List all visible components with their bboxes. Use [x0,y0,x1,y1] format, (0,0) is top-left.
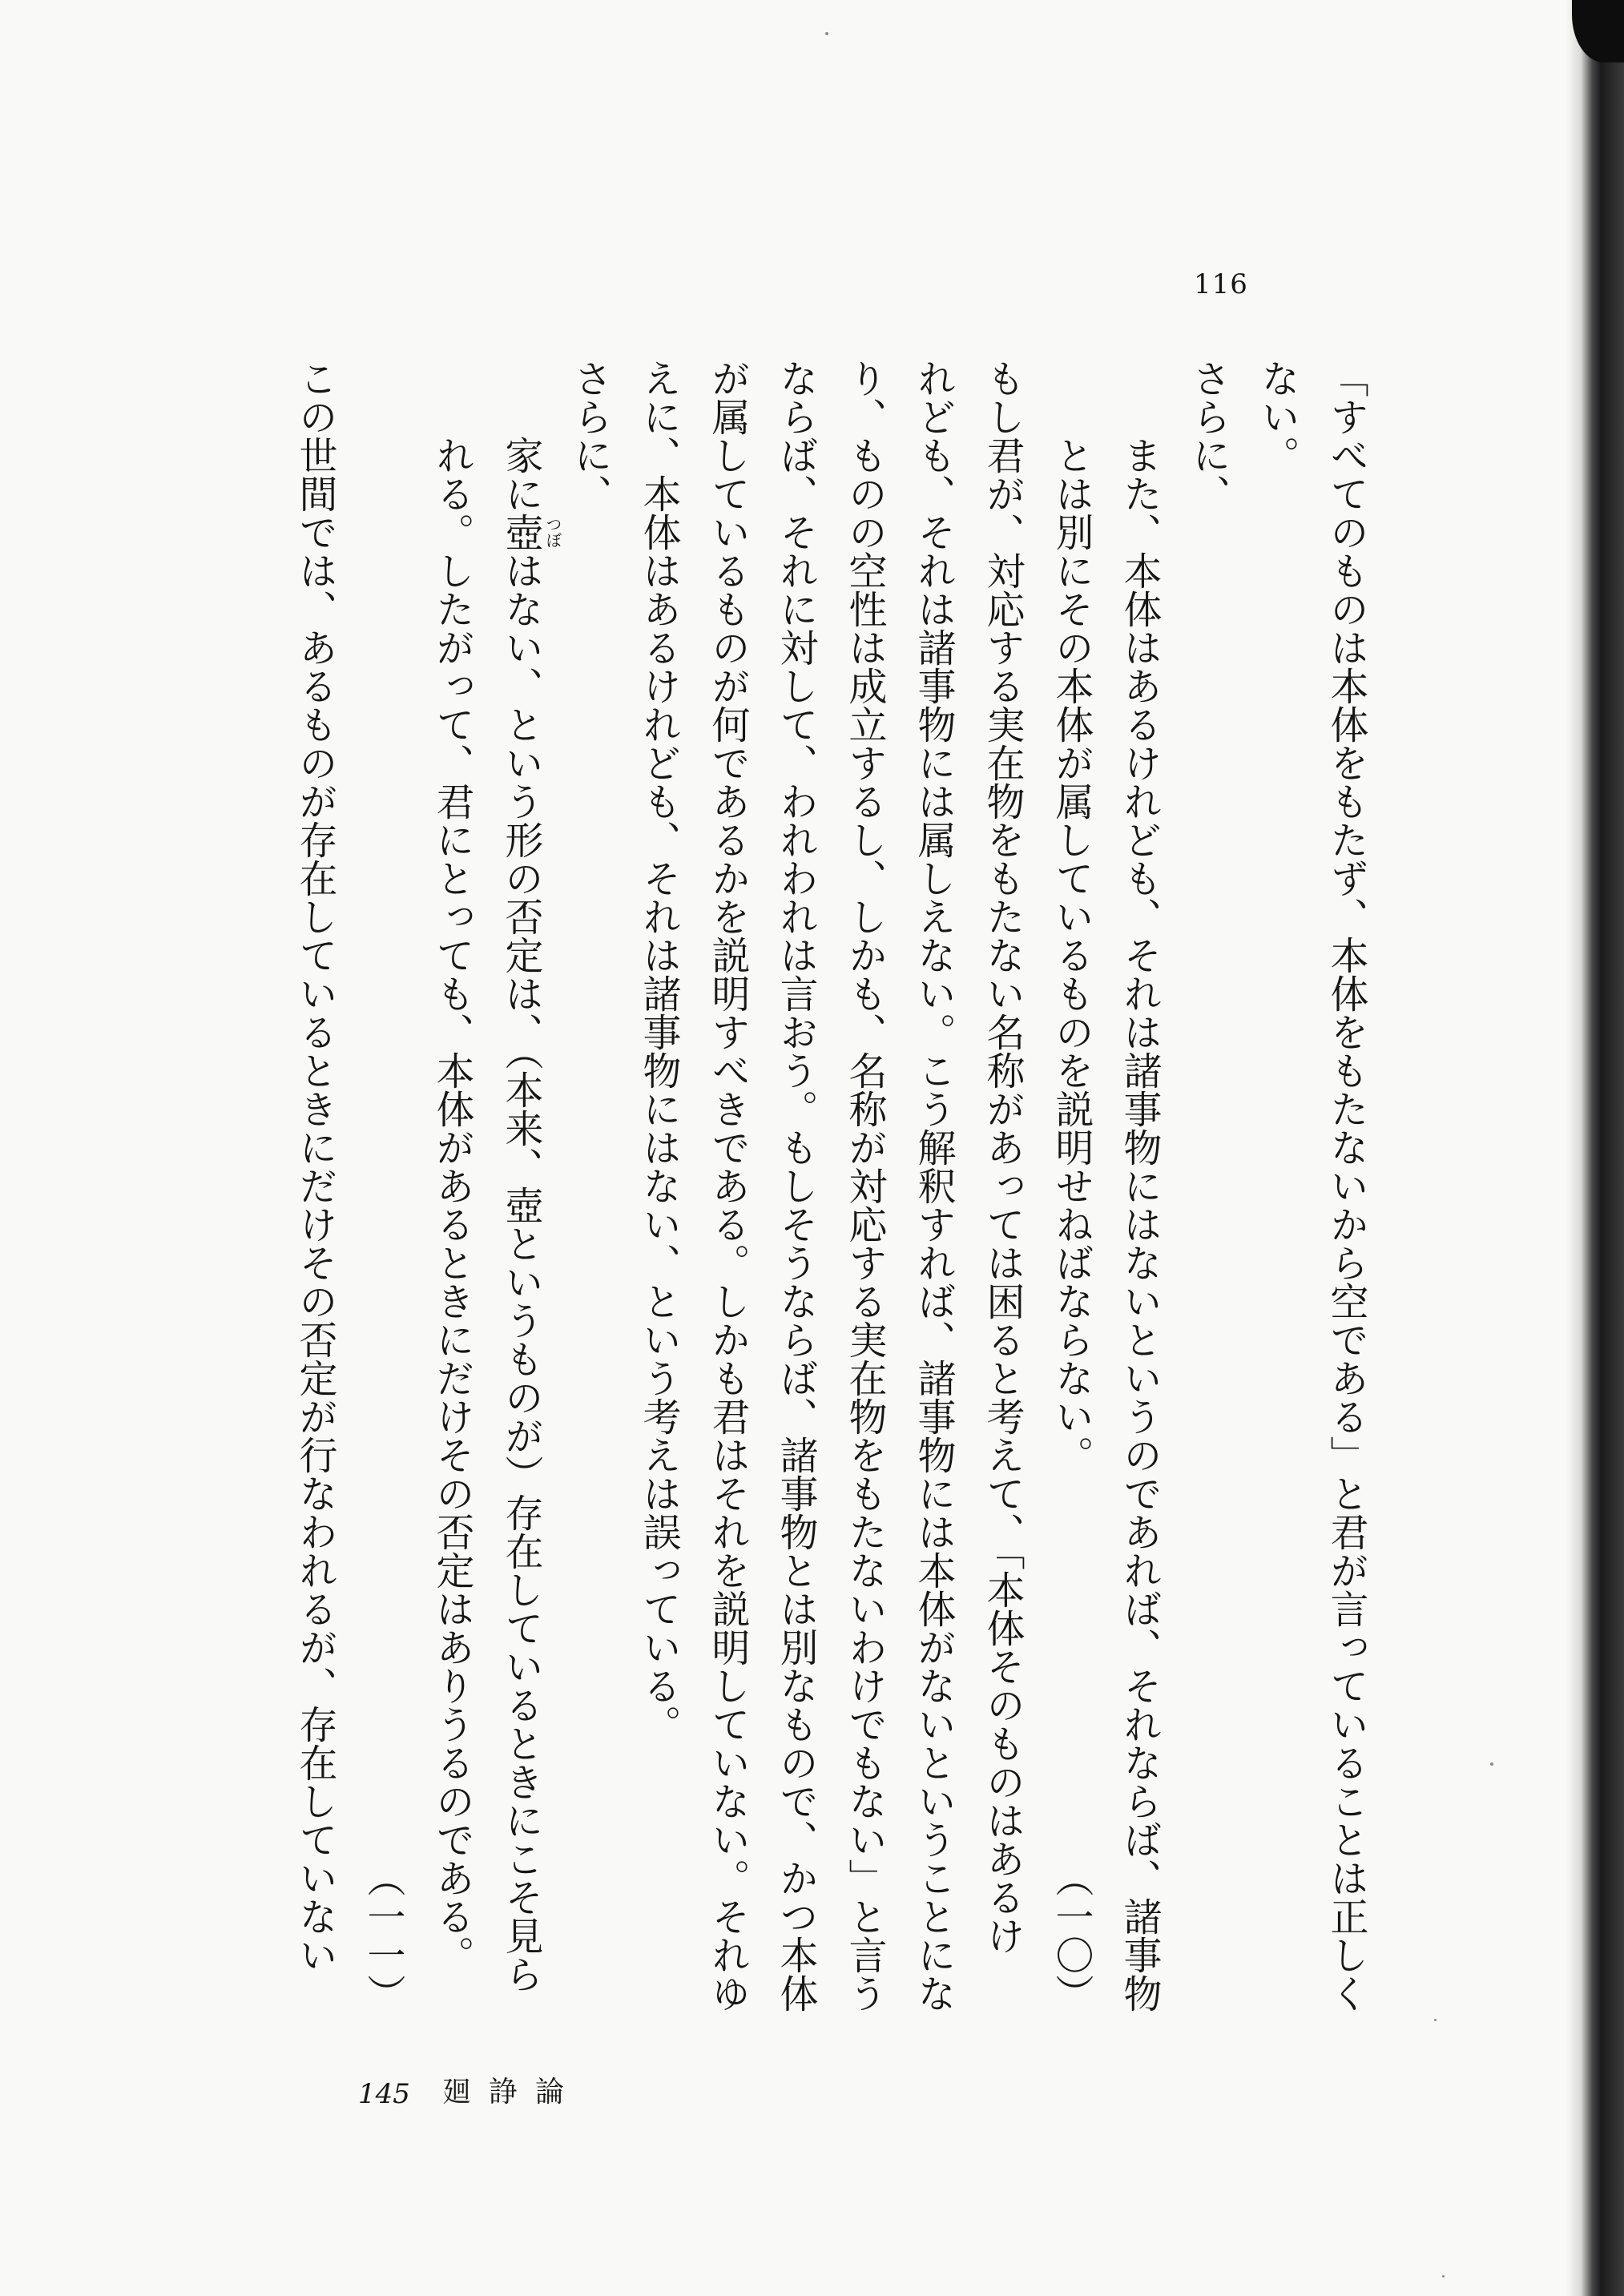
ruby-base-char: 壺 [498,513,543,551]
text-column-6: もし君が、対応する実在物をもたない名称があっては困ると考えて、「本体そのものはあるけ [980,359,1025,1955]
verse-number-11: （一一） [361,1859,405,2012]
ruby-base [498,513,562,551]
text-column-8: り、ものの空性は成立するし、しかも、名称が対応する実在物をもたないわけでもない」と言う [842,359,887,2012]
scan-speck [825,32,828,35]
text-column-9: ならば、それに対して、われわれは言おう。もしそうならば、諸事物とは別なもので、かつ本体 [773,359,818,2012]
text-column-7: れども、それは諸事物には属しえない。こう解釈すれば、諸事物には本体がないということにな [911,359,956,2012]
scan-speck [1442,2275,1445,2278]
scan-speck [1434,2019,1437,2021]
verse-text-after-ruby: はない、という形の否定は、（本来、壺というものが）存在しているときにこそ見ら [498,551,543,1993]
ruby-annotation: つぼ [543,516,562,548]
text-column-16: この世間では、あるものが存在しているときにだけその否定が行なわれるが、存在していない [292,359,337,1974]
text-column-10: が属しているものが何であるかを説明すべきである。しかも君はそれを説明していない。それゆ [705,359,750,2012]
scan-binding-shadow [1566,0,1624,2296]
verse-column-4: れる。したがって、君にとっても、本体があるときにだけその否定はありうるのである。 [429,436,474,1974]
text-column-3: さらに、 [1186,359,1231,513]
text-column-2: ない。 [1255,359,1300,474]
verse-column-3 [497,436,562,1993]
verse-number-10: （一〇） [1049,1859,1094,2012]
page-number: 116 [1194,268,1248,300]
scan-speck [1490,1762,1493,1766]
text-column-1: 「すべてのものは本体をもたず、本体をもたないから空である」と君が言っていることは正しく [1324,359,1368,2012]
footer-running-title: 廻諍論 [442,2076,582,2109]
verse-text-before-ruby: 家に [498,436,543,513]
text-column-11: えに、本体はあるけれども、それは諸事物にはない、という考えは誤っている。 [636,359,681,1743]
verse-column-1: また、本体はあるけれども、それは諸事物にはないというのであれば、それならば、諸事物 [1117,436,1162,2012]
text-column-12: さらに、 [567,359,612,513]
footer-page-number: 145 [358,2078,410,2110]
verse-column-2: とは別にその本体が属しているものを説明せねばならない。 [1049,436,1094,1474]
